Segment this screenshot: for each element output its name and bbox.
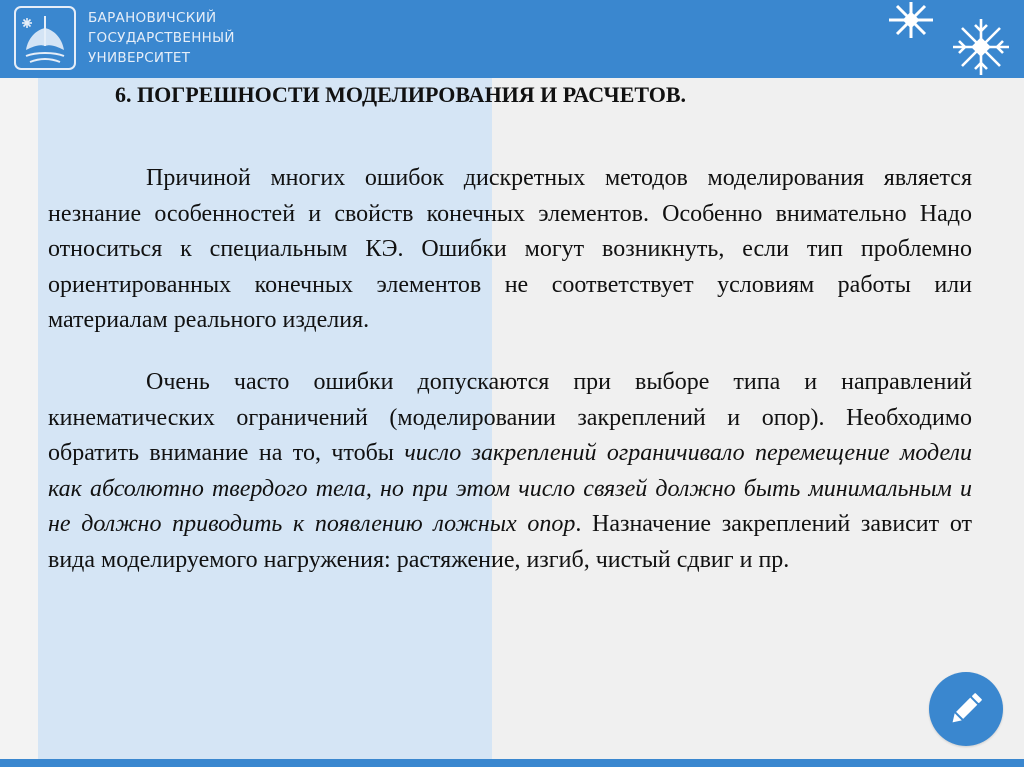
- university-name-line-3: УНИВЕРСИТЕТ: [88, 50, 191, 66]
- university-logo-icon: [14, 6, 76, 70]
- university-name: [88, 8, 235, 68]
- paragraph-2-italic-text: число закреплений ограничивало перемещение модели как абсолютно твердого тела, но при этом число связей должно быть минимальным и не должно приводить к появлению ложных опор: [48, 440, 972, 537]
- university-name-line-1: БАРАНОВИЧСКИЙ: [88, 10, 217, 26]
- snowflake-ornament-icon-large: [950, 16, 1012, 78]
- paragraph-2-text-start: Очень часто ошибки допускаются при выборе типа и направлений кинематических ограничений (моделировании закреплений и опор). Необходимо обратить внимание на то, чтобы: [48, 369, 972, 466]
- paragraph-2-text-end: . Назначение закреплений зависит от вида моделируемого нагружения: растяжение, изгиб, чистый сдвиг и пр.: [48, 511, 972, 573]
- university-name-line-2: ГОСУДАРСТВЕННЫЙ: [88, 30, 235, 46]
- edit-button[interactable]: [929, 672, 1003, 746]
- paragraph-1: [48, 161, 972, 339]
- snowflake-ornament-icon: [886, 0, 936, 40]
- bottom-bar: [0, 759, 1024, 767]
- paragraph-2: [48, 365, 972, 578]
- header-bar: [0, 0, 1024, 78]
- pencil-icon: [946, 689, 986, 729]
- left-margin-strip: [0, 78, 38, 759]
- paragraph-1-text: Причиной многих ошибок дискретных методов моделирования является незнание особенностей и свойств конечных элементов. Особенно внимательно Надо относиться к специальным КЭ. Ошибки могут возникнуть, если тип проблемно ориентированных конечных элементов не соответствует условиям работы или материалам реального изделия.: [48, 165, 972, 333]
- slide-title: 6. ПОГРЕШНОСТИ МОДЕЛИРОВАНИЯ И РАСЧЕТОВ.: [115, 82, 687, 107]
